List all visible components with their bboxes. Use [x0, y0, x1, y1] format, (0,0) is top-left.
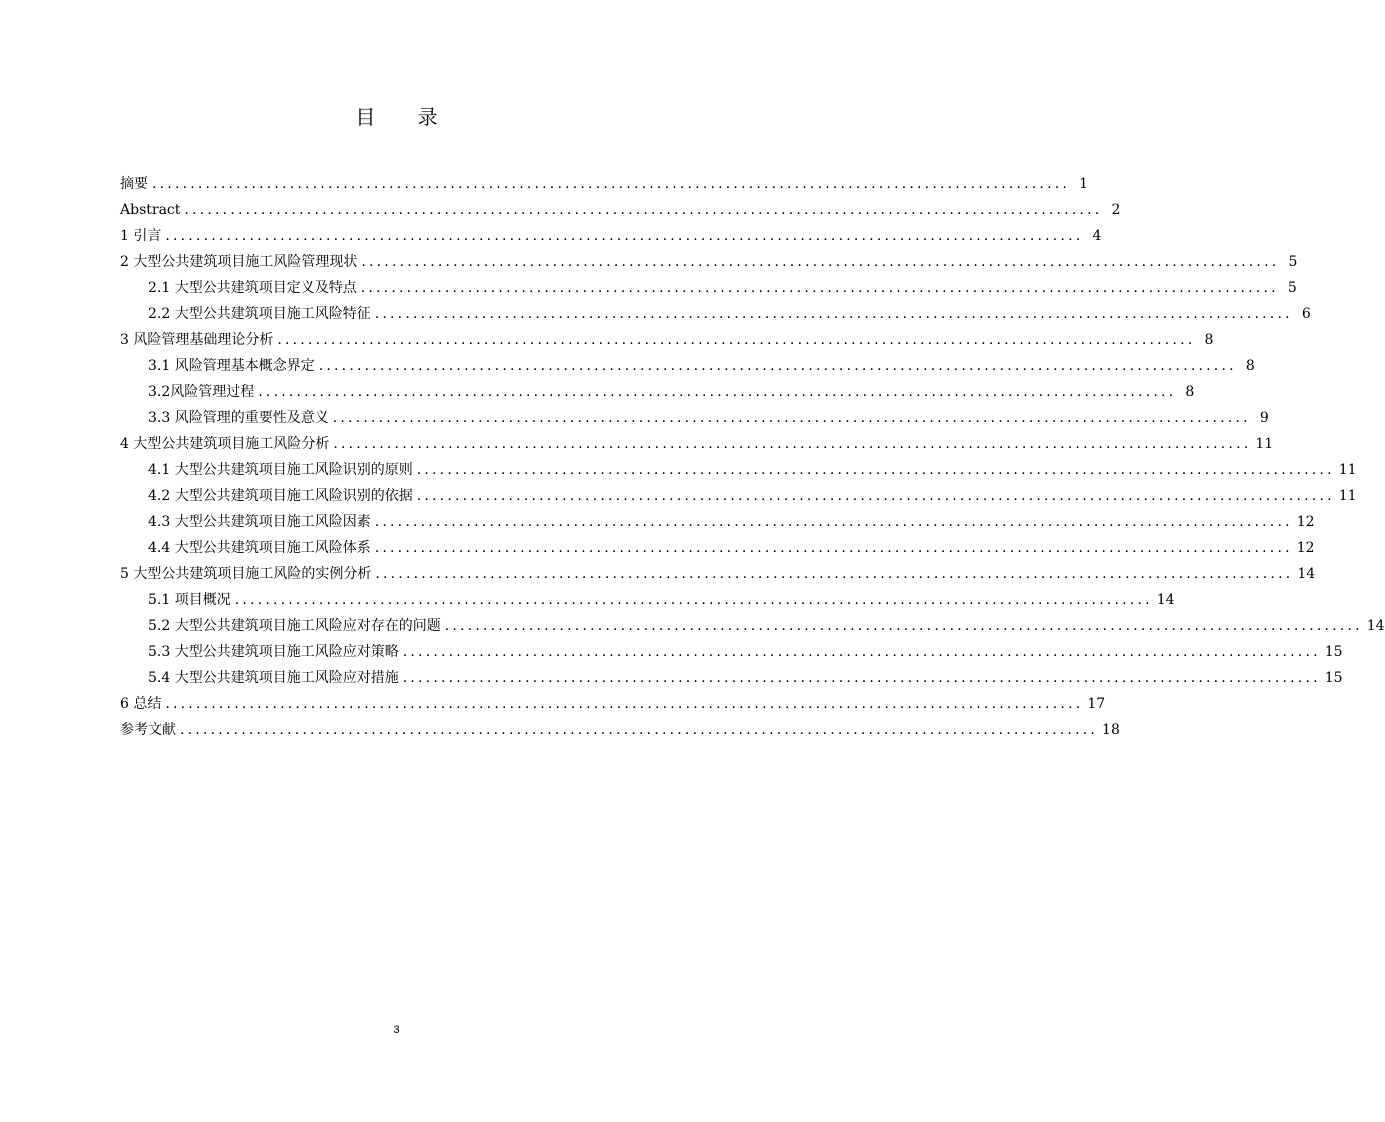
- toc-entry-label: 4 大型公共建筑项目施工风险分析: [120, 436, 330, 452]
- toc-entry[interactable]: [120, 431, 1274, 457]
- toc-entry-label: 2.1 大型公共建筑项目定义及特点: [148, 280, 357, 296]
- toc-entry-page: 8: [1185, 384, 1195, 400]
- toc-entry-label: 3.3 风险管理的重要性及意义: [148, 410, 329, 426]
- toc-dot-leader: ........................................................................................................................: [234, 592, 1153, 608]
- toc-entry-label: 4.3 大型公共建筑项目施工风险因素: [148, 514, 371, 530]
- toc-entry-label: 2 大型公共建筑项目施工风险管理现状: [120, 254, 358, 270]
- toc-entry-label: 4.1 大型公共建筑项目施工风险识别的原则: [148, 462, 413, 478]
- toc-entry-page: 11: [1338, 488, 1357, 504]
- toc-entry-label: 4.4 大型公共建筑项目施工风险体系: [148, 540, 371, 556]
- toc-entry[interactable]: [120, 301, 1311, 327]
- toc-entry-page: 8: [1204, 332, 1214, 348]
- toc-entry-label: 5.3 大型公共建筑项目施工风险应对策略: [148, 644, 399, 660]
- toc-entry[interactable]: [120, 171, 1089, 197]
- toc-entry[interactable]: [120, 405, 1269, 431]
- toc-dot-leader: ........................................................................................................................: [152, 176, 1071, 192]
- toc-entry-page: 12: [1296, 540, 1315, 556]
- toc-entry-label: 4.2 大型公共建筑项目施工风险识别的依据: [148, 488, 413, 504]
- toc-entry[interactable]: [120, 717, 1120, 743]
- toc-entry-page: 5: [1288, 254, 1298, 270]
- toc-entry-page: 4: [1092, 228, 1102, 244]
- toc-entry[interactable]: [120, 691, 1106, 717]
- toc-entry[interactable]: [120, 613, 1385, 639]
- toc-entry-label: 5 大型公共建筑项目施工风险的实例分析: [120, 566, 372, 582]
- toc-entry-label: 3 风险管理基础理论分析: [120, 332, 274, 348]
- toc-entry-page: 14: [1366, 618, 1385, 634]
- toc-dot-leader: ........................................................................................................................: [277, 332, 1196, 348]
- toc-entry[interactable]: [120, 223, 1102, 249]
- toc-entry-label: 参考文献: [120, 722, 176, 738]
- toc-entry-label: 5.2 大型公共建筑项目施工风险应对存在的问题: [148, 618, 441, 634]
- toc-entry-page: 15: [1324, 644, 1343, 660]
- toc-entry[interactable]: [120, 535, 1315, 561]
- toc-entry[interactable]: [120, 353, 1255, 379]
- toc-dot-leader: ........................................................................................................................: [416, 488, 1335, 504]
- toc-entry-page: 9: [1259, 410, 1269, 426]
- toc-entry[interactable]: [120, 587, 1175, 613]
- toc-dot-leader: ........................................................................................................................: [165, 228, 1084, 244]
- toc-entry-label: 6 总结: [120, 696, 162, 712]
- toc-dot-leader: ........................................................................................................................: [416, 462, 1335, 478]
- toc-dot-leader: ........................................................................................................................: [333, 436, 1252, 452]
- toc-entry-page: 5: [1287, 280, 1297, 296]
- toc-dot-leader: ........................................................................................................................: [374, 306, 1293, 322]
- toc-entry-page: 8: [1245, 358, 1255, 374]
- toc-dot-leader: ........................................................................................................................: [165, 696, 1084, 712]
- page-title: 目 录: [355, 105, 456, 129]
- toc-dot-leader: ........................................................................................................................: [374, 540, 1293, 556]
- toc-entry-label: 摘要: [120, 176, 148, 192]
- toc-entry[interactable]: [120, 379, 1195, 405]
- toc-entry-page: 17: [1087, 696, 1106, 712]
- toc-entry-label: 5.4 大型公共建筑项目施工风险应对措施: [148, 670, 399, 686]
- toc-entry-page: 15: [1324, 670, 1343, 686]
- table-of-contents: [120, 171, 1385, 743]
- toc-entry-page: 11: [1255, 436, 1274, 452]
- toc-entry-label: 2.2 大型公共建筑项目施工风险特征: [148, 306, 371, 322]
- toc-entry[interactable]: [120, 509, 1315, 535]
- toc-dot-leader: ........................................................................................................................: [332, 410, 1251, 426]
- toc-entry[interactable]: [120, 457, 1357, 483]
- toc-entry[interactable]: [120, 639, 1343, 665]
- toc-entry-page: 1: [1079, 176, 1089, 192]
- toc-dot-leader: ........................................................................................................................: [258, 384, 1177, 400]
- toc-dot-leader: ........................................................................................................................: [180, 722, 1099, 738]
- toc-entry-page: 12: [1296, 514, 1315, 530]
- toc-entry-label: 3.2风险管理过程: [148, 384, 255, 400]
- toc-dot-leader: ........................................................................................................................: [361, 254, 1280, 270]
- toc-entry-label: 1 引言: [120, 228, 162, 244]
- toc-entry-page: 14: [1297, 566, 1316, 582]
- page-number: 3: [393, 1024, 400, 1036]
- toc-entry-page: 6: [1301, 306, 1311, 322]
- toc-entry[interactable]: [120, 275, 1297, 301]
- toc-entry-label: 3.1 风险管理基本概念界定: [148, 358, 315, 374]
- toc-entry-page: 14: [1156, 592, 1175, 608]
- toc-dot-leader: ........................................................................................................................: [444, 618, 1363, 634]
- toc-entry[interactable]: [120, 327, 1214, 353]
- toc-entry-label: 5.1 项目概况: [148, 592, 231, 608]
- toc-entry-label: Abstract: [120, 202, 181, 218]
- toc-entry-page: 11: [1338, 462, 1357, 478]
- toc-dot-leader: ........................................................................................................................: [184, 202, 1103, 218]
- toc-entry[interactable]: [120, 561, 1316, 587]
- toc-entry[interactable]: [120, 249, 1298, 275]
- toc-dot-leader: ........................................................................................................................: [360, 280, 1279, 296]
- toc-entry[interactable]: [120, 483, 1357, 509]
- toc-entry[interactable]: [120, 665, 1343, 691]
- toc-entry-page: 2: [1111, 202, 1121, 218]
- toc-dot-leader: ........................................................................................................................: [375, 566, 1294, 582]
- toc-dot-leader: ........................................................................................................................: [402, 670, 1321, 686]
- toc-dot-leader: ........................................................................................................................: [318, 358, 1237, 374]
- toc-entry-page: 18: [1102, 722, 1120, 738]
- toc-dot-leader: ........................................................................................................................: [374, 514, 1293, 530]
- toc-dot-leader: ........................................................................................................................: [402, 644, 1321, 660]
- toc-entry[interactable]: [120, 197, 1121, 223]
